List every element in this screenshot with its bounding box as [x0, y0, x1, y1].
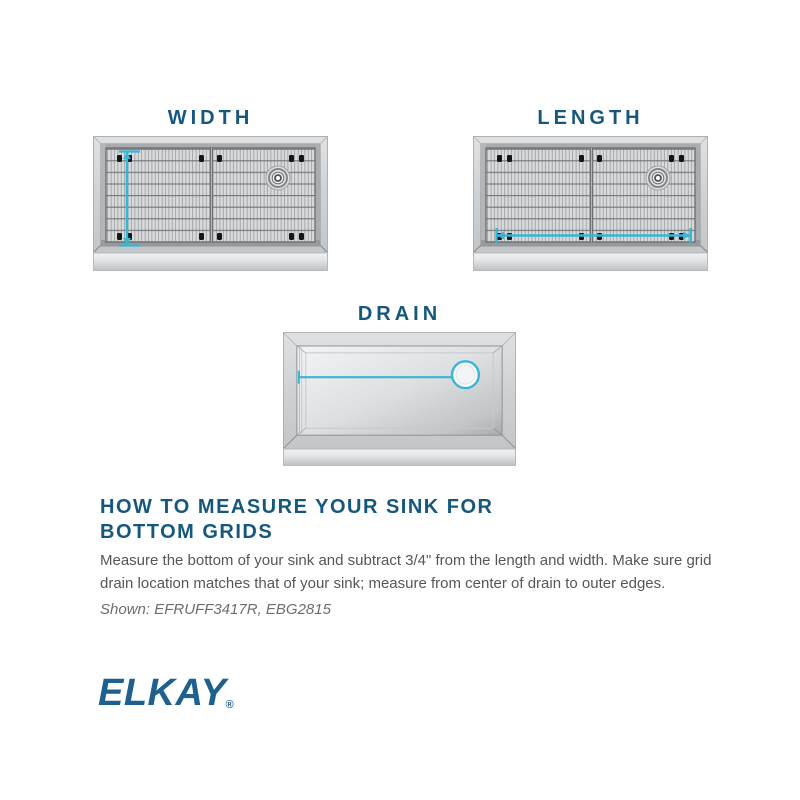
- shown-models-note: Shown: EFRUFF3417R, EBG2815: [100, 601, 331, 618]
- bottom-grid-icon: [486, 148, 695, 242]
- sink-body: [283, 333, 515, 466]
- length-sink-illustration: [473, 136, 708, 271]
- drain-icon: [266, 166, 290, 190]
- instructions-line-2: drain location matches that of your sink; measure from center of drain to outer edges.: [100, 574, 666, 592]
- registered-trademark-symbol: ®: [225, 699, 235, 711]
- length-figure-title: LENGTH: [537, 107, 644, 129]
- drain-figure-title: DRAIN: [357, 303, 442, 325]
- drain-figure: [283, 302, 516, 466]
- drain-sink-illustration: [283, 332, 516, 466]
- width-figure-title: WIDTH: [167, 107, 254, 129]
- width-sink-illustration: [93, 136, 328, 271]
- instructions-line-1: Measure the bottom of your sink and subtract 3/4" from the length and width. Make sure grid: [100, 552, 712, 569]
- width-figure: [93, 106, 328, 271]
- drain-location-icon: [452, 361, 479, 388]
- length-figure: [473, 106, 708, 271]
- drain-icon: [646, 166, 670, 190]
- elkay-logo: [98, 672, 235, 715]
- page-title: HOW TO MEASURE YOUR SINK FOR BOTTOM GRIDS: [100, 496, 494, 543]
- bottom-grid-icon: [106, 148, 315, 242]
- instructions-paragraph: [100, 550, 711, 595]
- elkay-logo-text: ELKAY: [98, 672, 227, 714]
